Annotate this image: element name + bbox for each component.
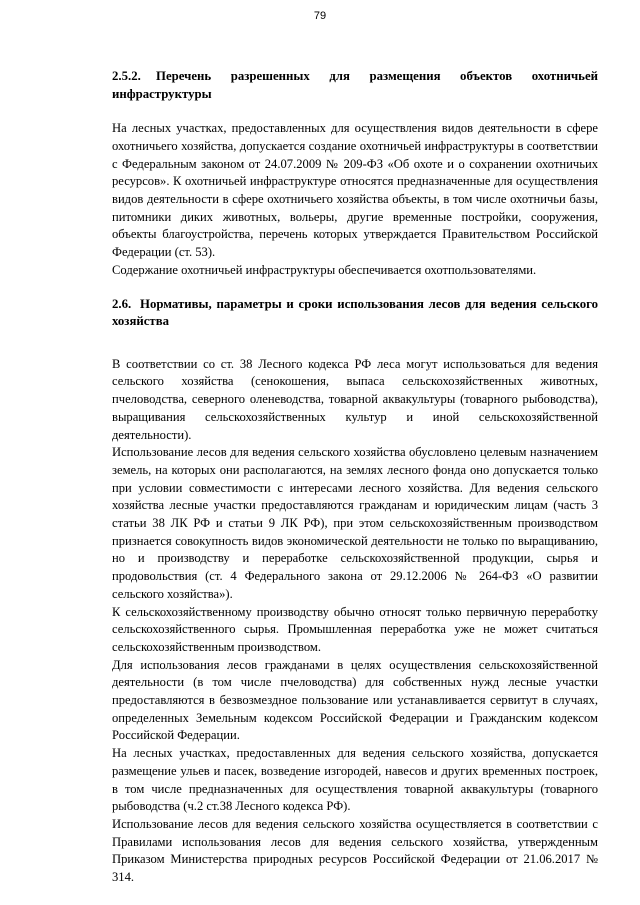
- document-body: [112, 68, 598, 887]
- section-heading-2-6: [112, 296, 598, 331]
- section-title: Перечень разрешенных для размещения объектов охотничьей инфраструктуры: [112, 69, 598, 101]
- paragraph: Для использования лесов гражданами в целях осуществления сельскохозяйственной деятельности (в том числе пчеловодства) для собственных нужд лесные участки предоставляются в безвозмездное пользование или устанавливается сервитут в случаях, определенных Земельным кодексом Российской Федерации и Гражданским кодексом Российской Федерации.: [112, 657, 598, 743]
- paragraph: В соответствии со ст. 38 Лесного кодекса РФ леса могут использоваться для ведения сельского хозяйства (сенокошения, выпаса сельскохозяйственных животных, пчеловодства, северного оленеводства, товарной аквакультуры (товарного рыбоводства), выращивания сельскохозяйственных культур и иной сельскохозяйственной деятельности).: [112, 356, 598, 442]
- section-title: Нормативы, параметры и сроки использования лесов для ведения сельского хозяйства: [112, 296, 598, 329]
- page-number: 79: [313, 10, 327, 22]
- paragraph: Использование лесов для ведения сельского хозяйства обусловлено целевым назначением земель, на которых они располагаются, на землях лесного фонда оно допускается только при условии совместимости с интересами лесного хозяйства. Для ведения сельского хозяйства лесные участки предоставляются гражданам и юридическим лицам (часть 3 статьи 38 ЛК РФ и статьи 9 ЛК РФ), при этом сельскохозяйственным производством признается совокупность видов экономической деятельности не только по выращиванию, но и производству и переработке сельскохозяйственной продукции, сырья и продовольствия (ст. 4 Федерального закона от 29.12.2006 № 264-ФЗ «О развитии сельского хозяйства»).: [112, 445, 598, 601]
- paragraph: Использование лесов для ведения сельского хозяйства осуществляется в соответствии с Правилами использования лесов для ведения сельского хозяйства, утвержденным Приказом Министерства природных ресурсов Российской Федерации от 21.06.2017 № 314.: [112, 816, 598, 885]
- section-number: 2.6.: [112, 296, 132, 311]
- section-heading-2-5-2: [112, 68, 598, 103]
- paragraph: К сельскохозяйственному производству обычно относят только первичную переработку сельскохозяйственного сырья. Промышленная переработка уже не может считаться сельскохозяйственным производством.: [112, 604, 598, 654]
- section-number: 2.5.2.: [112, 69, 141, 83]
- paragraph: На лесных участках, предоставленных для осуществления видов деятельности в сфере охотничьего хозяйства, допускается создание охотничьей инфраструктуры в соответствии с Федеральным законом от 24.07.2009 № 209-ФЗ «Об охоте и о сохранении охотничьих ресурсов». К охотничьей инфраструктуре относятся предназначенные для осуществления видов деятельности в сфере охотничьего хозяйства объекты, в том числе охотничьи базы, питомники диких животных, вольеры, другие временные постройки, сооружения, объекты благоустройства, перечень которых утверждается Правительством Российской Федерации (ст. 53).: [112, 121, 598, 260]
- paragraph: На лесных участках, предоставленных для ведения сельского хозяйства, допускается размещение ульев и пасек, возведение изгородей, навесов и других временных построек, в том числе предназначенных для осуществления товарной аквакультуры (товарного рыбоводства (ч.2 ст.38 Лесного кодекса РФ).: [112, 746, 598, 814]
- paragraph: Содержание охотничьей инфраструктуры обеспечивается охотпользователями.: [112, 262, 537, 277]
